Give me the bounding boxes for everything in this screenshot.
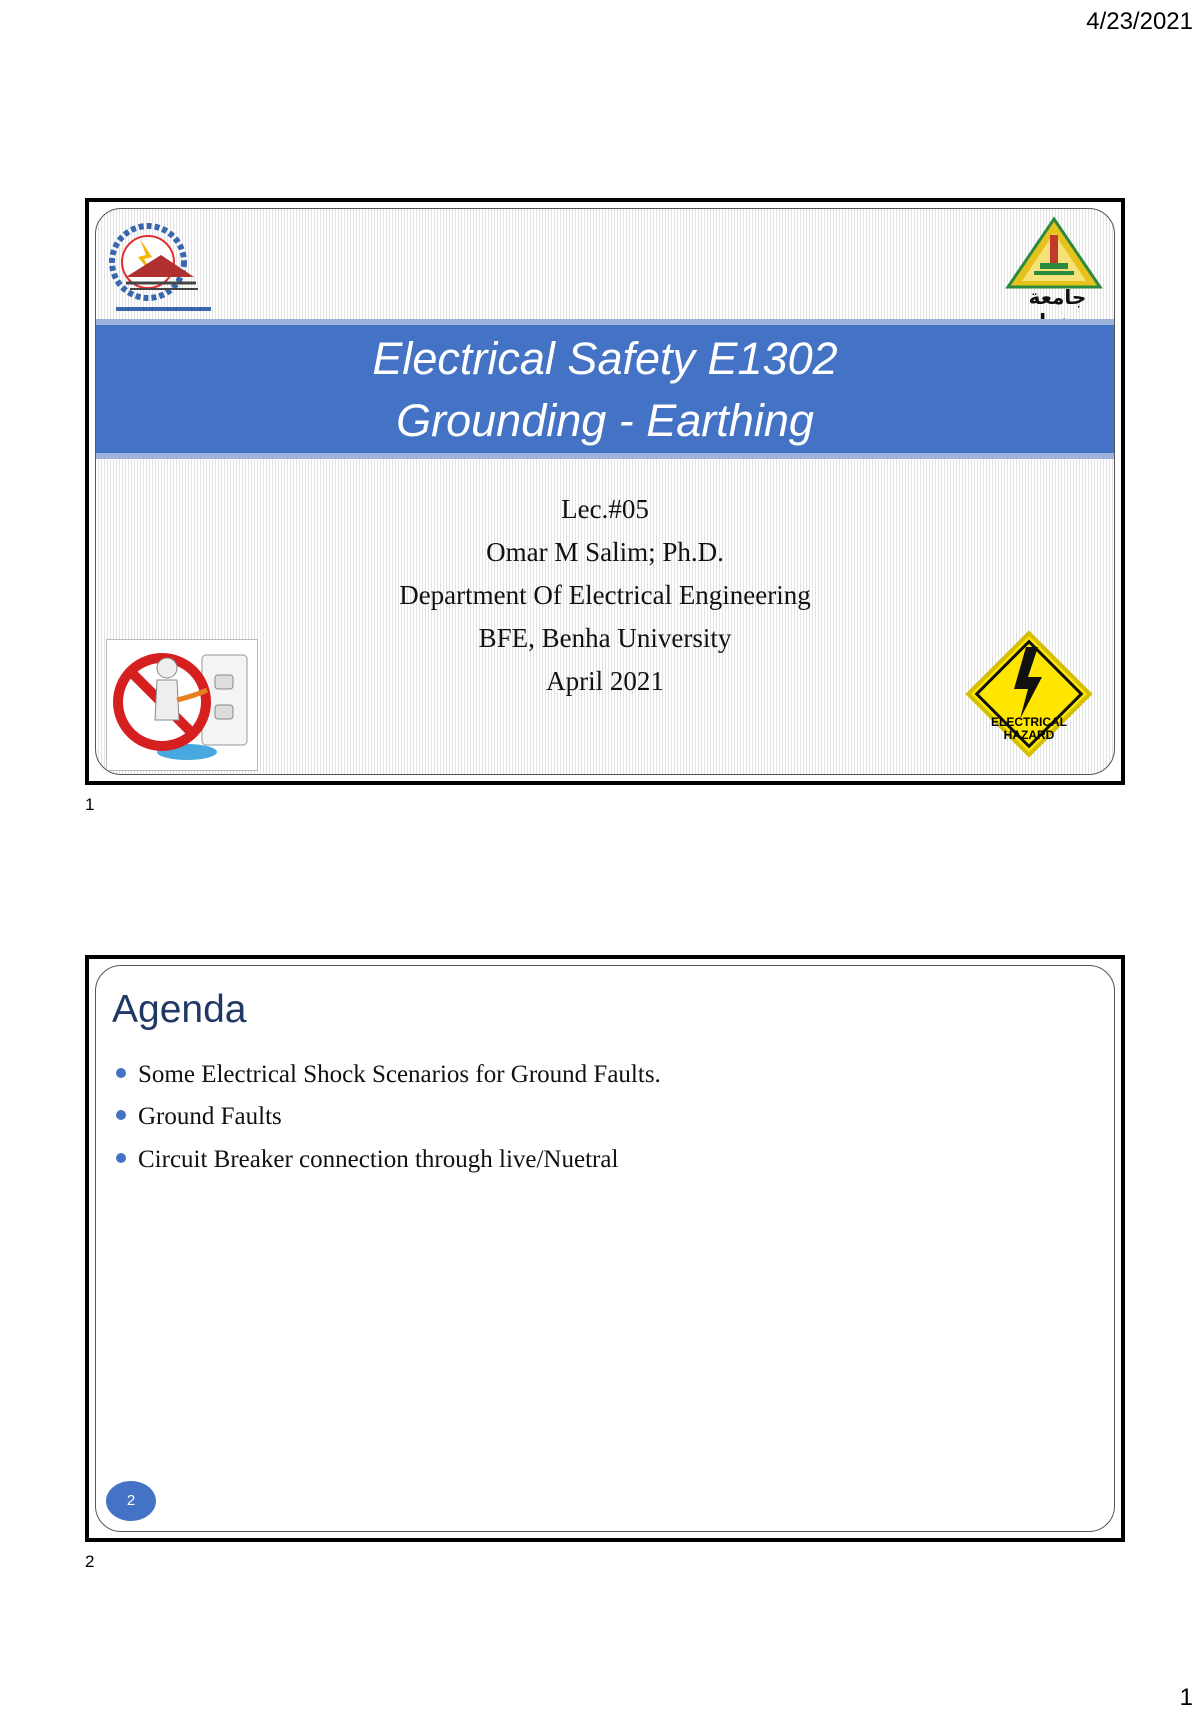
slide-number-badge: 2 bbox=[106, 1481, 156, 1521]
agenda-title: Agenda bbox=[112, 988, 247, 1031]
agenda-item bbox=[116, 1103, 282, 1131]
bullet-icon bbox=[116, 1068, 126, 1078]
slide-1-number: 1 bbox=[85, 795, 95, 814]
agenda-item-text: Circuit Breaker connection through live/Nuetral bbox=[138, 1146, 619, 1173]
slide-1 bbox=[85, 198, 1125, 785]
department: Department Of Electrical Engineering bbox=[399, 580, 811, 610]
lecture-date: April 2021 bbox=[546, 666, 664, 696]
institution: BFE, Benha University bbox=[478, 623, 732, 653]
lecture-number: Lec.#05 bbox=[561, 494, 649, 524]
agenda-item bbox=[116, 1061, 661, 1089]
faculty-logo bbox=[106, 217, 216, 317]
slide-2 bbox=[85, 955, 1125, 1542]
bullet-icon bbox=[116, 1153, 126, 1163]
slide-title-line-2: Grounding - Earthing bbox=[396, 395, 814, 446]
bullet-icon bbox=[116, 1110, 126, 1120]
page-number: 1 bbox=[1179, 1684, 1193, 1711]
author-name: Omar M Salim; Ph.D. bbox=[486, 537, 724, 567]
electrical-hazard-sign bbox=[954, 619, 1104, 769]
university-logo-caption: جامعة bbox=[1028, 285, 1087, 309]
slide-1-content bbox=[95, 208, 1115, 775]
agenda-item-text: Some Electrical Shock Scenarios for Ground Faults. bbox=[138, 1061, 661, 1088]
agenda-item-text: Ground Faults bbox=[138, 1103, 282, 1130]
slide-title-line-1: Electrical Safety E1302 bbox=[372, 333, 838, 384]
no-plug-illustration bbox=[106, 639, 258, 771]
slide-2-number: 2 bbox=[85, 1552, 95, 1571]
hazard-sign-line-1: ELECTRICAL bbox=[991, 715, 1067, 729]
agenda-item bbox=[116, 1146, 618, 1174]
slide-2-content bbox=[95, 965, 1115, 1532]
print-date: 4/23/2021 bbox=[1086, 8, 1193, 35]
title-band bbox=[96, 319, 1114, 459]
hazard-sign-line-2: HAZARD bbox=[1003, 728, 1055, 742]
university-logo bbox=[1000, 215, 1108, 315]
